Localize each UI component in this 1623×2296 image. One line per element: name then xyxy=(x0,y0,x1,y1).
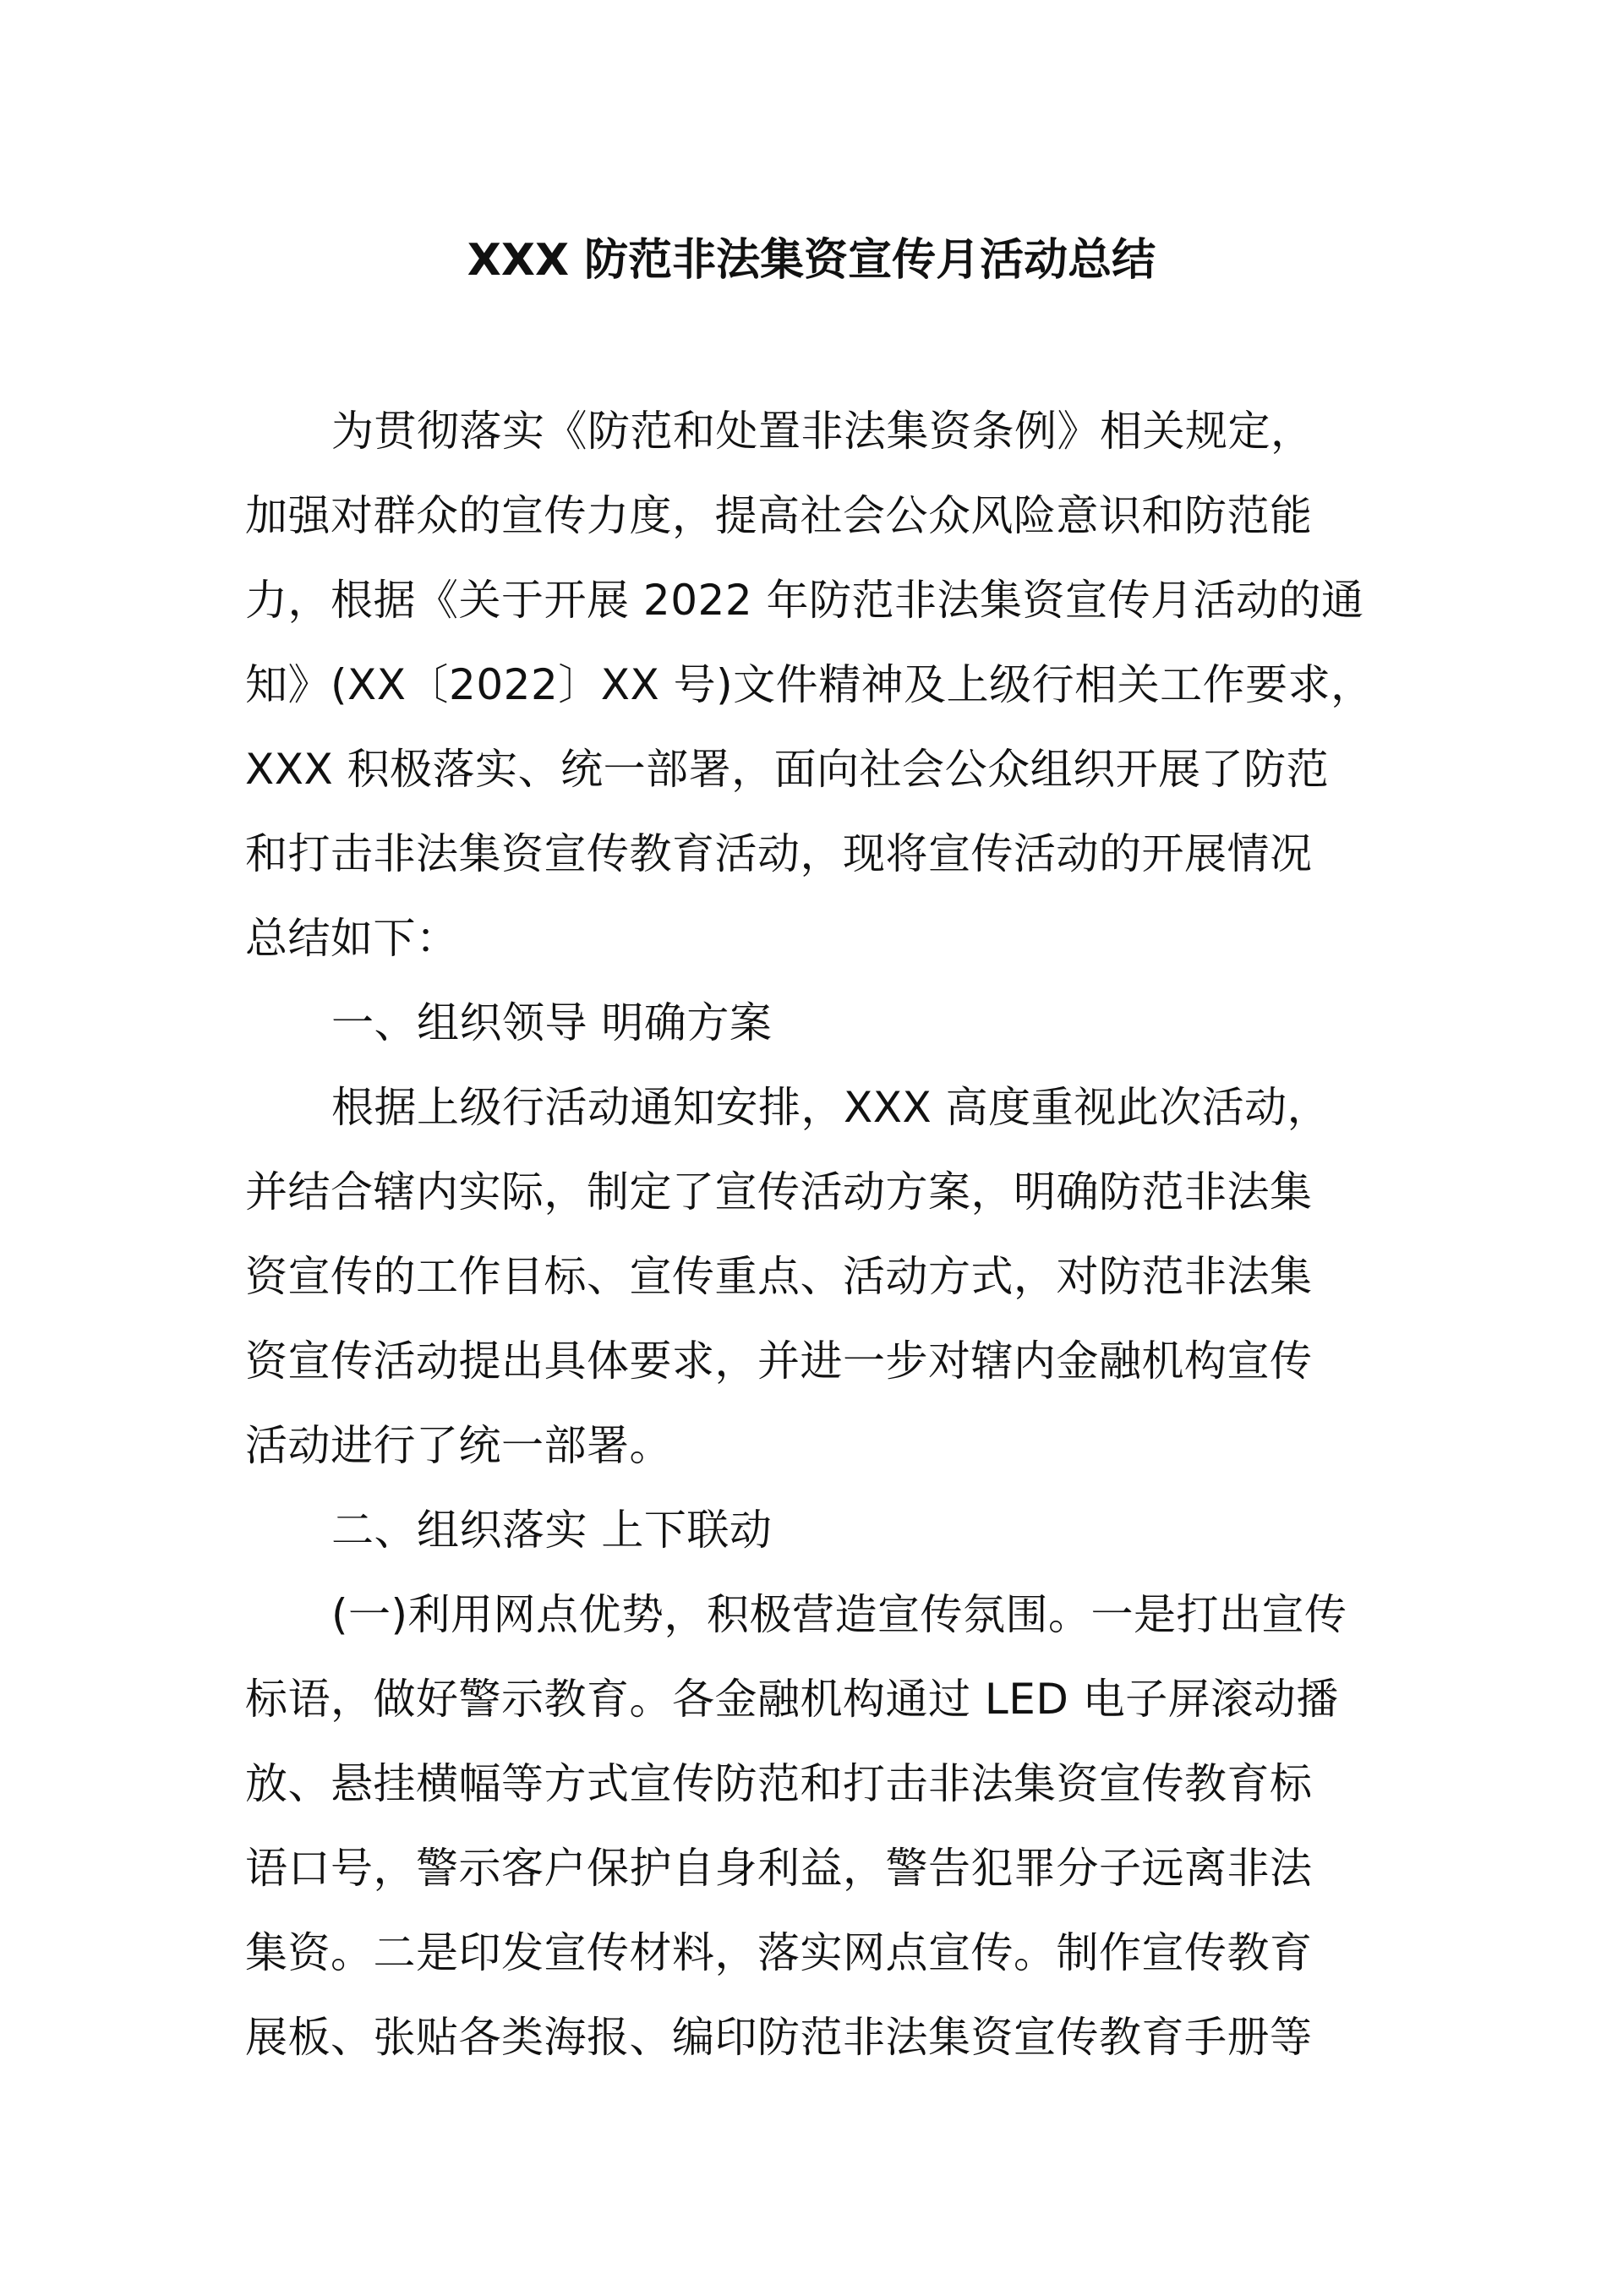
paragraph-line: 资宣传活动提出具体要求，并进一步对辖内金融机构宣传 xyxy=(245,1337,1313,1386)
paragraph-line: 力，根据《关于开展 2022 年防范非法集资宣传月活动的通 xyxy=(245,576,1364,625)
paragraph-line: 加强对群众的宣传力度，提高社会公众风险意识和防范能 xyxy=(245,491,1313,540)
paragraph-line: 总结如下： xyxy=(245,914,459,963)
paragraph-line: 活动进行了统一部署。 xyxy=(245,1421,672,1470)
paragraph-line: 展板、张贴各类海报、编印防范非法集资宣传教育手册等 xyxy=(245,2013,1313,2062)
section-heading: 一、组织领导 明确方案 xyxy=(331,998,773,1047)
paragraph-line: 知》(XX〔2022〕XX 号)文件精神及上级行相关工作要求， xyxy=(245,660,1374,709)
paragraph-line: 标语，做好警示教育。各金融机构通过 LED 电子屏滚动播 xyxy=(245,1675,1339,1724)
paragraph-line: XXX 积极落实、统一部署，面向社会公众组织开展了防范 xyxy=(245,745,1330,794)
paragraph-line: 放、悬挂横幅等方式宣传防范和打击非法集资宣传教育标 xyxy=(245,1759,1313,1808)
paragraph-line: 根据上级行活动通知安排，XXX 高度重视此次活动， xyxy=(331,1083,1331,1132)
paragraph-line: 并结合辖内实际，制定了宣传活动方案，明确防范非法集 xyxy=(245,1167,1313,1216)
paragraph-line: 集资。二是印发宣传材料，落实网点宣传。制作宣传教育 xyxy=(245,1928,1313,1977)
paragraph-line: 和打击非法集资宣传教育活动，现将宣传活动的开展情况 xyxy=(245,829,1313,878)
paragraph-line: (一)利用网点优势，积极营造宣传氛围。一是打出宣传 xyxy=(331,1590,1347,1639)
section-heading: 二、组织落实 上下联动 xyxy=(331,1506,773,1555)
document-title: XXX 防范非法集资宣传月活动总结 xyxy=(467,235,1156,286)
paragraph-line: 资宣传的工作目标、宣传重点、活动方式，对防范非法集 xyxy=(245,1252,1313,1301)
paragraph-line: 为贯彻落实《防范和处置非法集资条例》相关规定， xyxy=(331,407,1314,456)
paragraph-line: 语口号，警示客户保护自身利益，警告犯罪分子远离非法 xyxy=(245,1844,1313,1893)
